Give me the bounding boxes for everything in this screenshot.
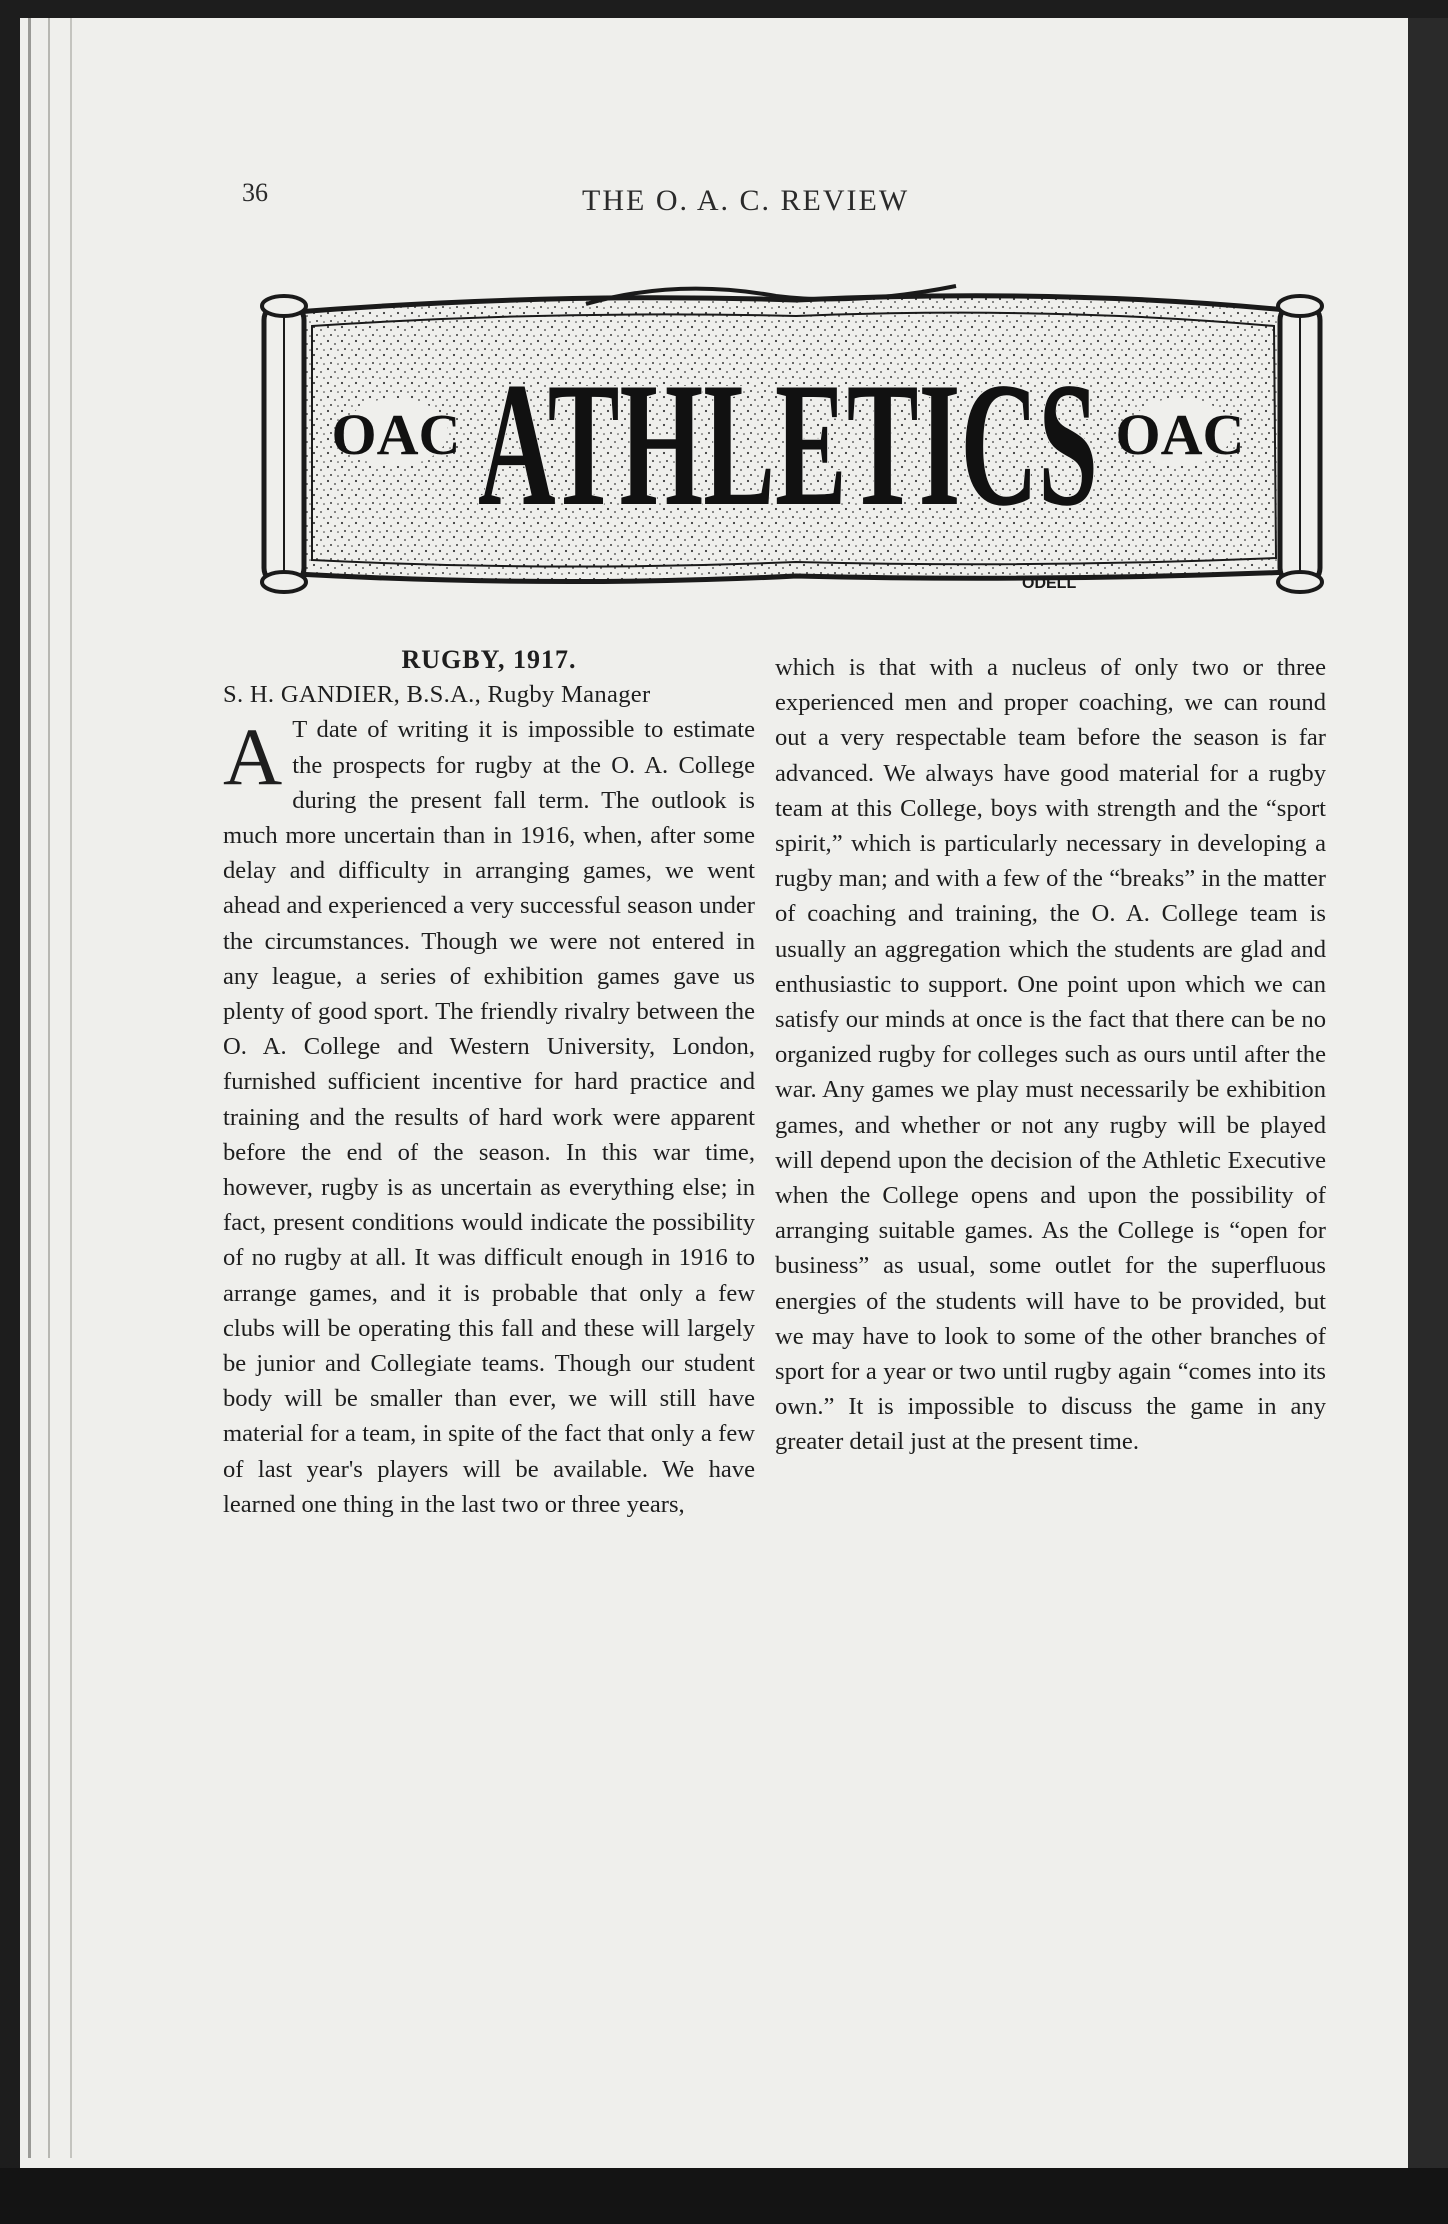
running-title: THE O. A. C. REVIEW [582,184,910,217]
artist-signature: ODELL [1022,575,1077,592]
article-column-left [223,642,755,1522]
banner-right-roll [1278,296,1322,592]
athletics-banner [256,282,1328,598]
article-title: RUGBY, 1917. [401,645,577,674]
binding-edge [28,18,31,2158]
page-header [242,178,972,228]
binding-edge-line [48,18,50,2158]
scanner-right-edge [1408,18,1448,2224]
drop-cap: A [223,711,283,803]
scanner-bottom-edge [0,2168,1448,2224]
banner-title: ATHLETICS [478,345,1098,543]
oac-emblem-left [332,398,461,467]
svg-text:OAC: OAC [331,402,461,467]
article-text-left: T date of writing it is impossible to estimate the prospects for rugby at the O. A. College during the present fall term. The outlook is much more uncertain than in 1916, when, after some delay and difficulty in arranging games, we went ahead and experienced a very successful season under the circumstances. Though we were not entered in any league, a series of exhibition games gave us plenty of good sport. The friendly rivalry between the O. A. College and Western University, London, furnished sufficient incentive for hard practice and training and the results of hard work were apparent before the end of the season. In this war time, however, rugby is as uncertain as everything else; in fact, present conditions would indicate the possibility of no rugby at all. It was difficult enough in 1916 to arrange games, and it is probable that only a few clubs will be operating this fall and these will largely be junior and Collegiate teams. Though our student body will be smaller than ever, we will still have material for a team, in spite of the fact that only a few of last year's players will be available. We have learned one thing in the last two or three years, [223,716,755,1518]
article-text-right: which is that with a nucleus of only two or three experienced men and proper coaching, we can round out a very respectable team before the season is far advanced. We always have good material for a rugby team at this College, boys with strength and the “sport spirit,” which is particularly necessary in developing a rugby man; and with a few of the “breaks” in the matter of coaching and training, the O. A. College team is usually an aggregation which the students are glad and enthusiastic to support. One point upon which we can satisfy our minds at once is the fact that there can be no organized rugby for colleges such as ours until after the war. Any games we play must necessarily be exhibition games, and whether or not any rugby will be played will depend upon the decision of the Athletic Executive when the College opens and upon the possibility of arranging suitable games. As the College is “open for business” as usual, some outlet for the superfluous energies of the students will have to be provided, but we may have to look to some of the other branches of sport for a year or two until rugby again “comes into its own.” It is impossible to discuss the game in any greater detail just at the present time. [775,654,1326,1456]
binding-edge-line-inner [70,18,72,2158]
article-author: S. H. GANDIER, B.S.A., Rugby Manager [223,681,651,709]
oac-emblem-right [1116,398,1245,467]
page-number: 36 [242,178,268,207]
article-body-left [223,712,755,1522]
banner-left-roll [262,296,306,592]
svg-text:OAC: OAC [1115,402,1245,467]
article-column-right [775,650,1326,1460]
